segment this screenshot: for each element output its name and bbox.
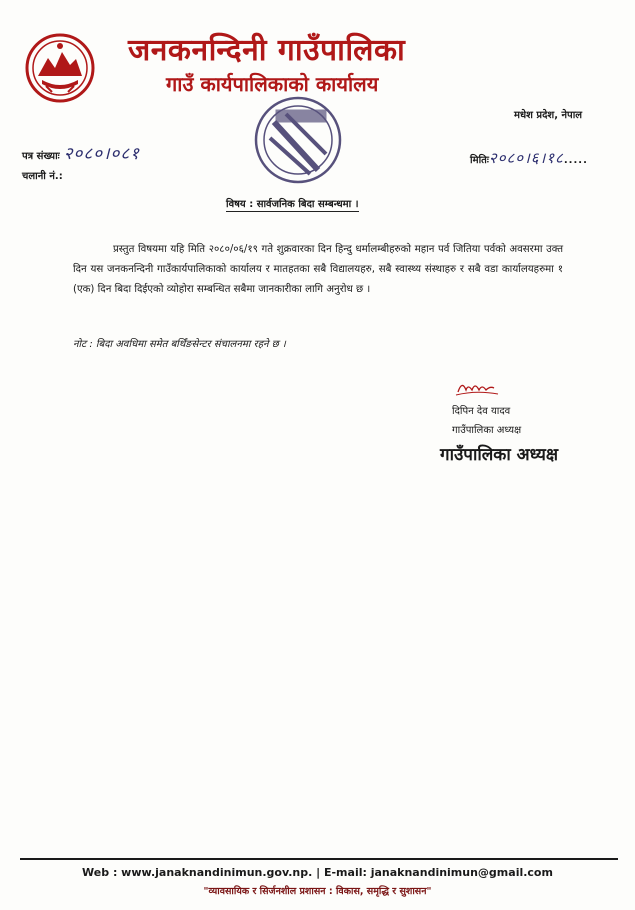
municipality-title: जनकनन्दिनी गाउँपालिका xyxy=(128,33,406,68)
letter-subject: विषय : सार्वजनिक बिदा सम्बन्धमा । xyxy=(226,196,359,212)
letter-body: प्रस्तुत विषयमा यहि मिति २०८०/०६/१९ गते शुक्रवारका दिन हिन्दु धर्मालम्बीहरुको महान पर्व जितिया पर्वको अवसरमा उक्त दिन यस जनकनन्दिनी गाउँकार्यपालिकाको कार्यालय र मातहतका सबै विद्यालयहरु, सबै स्वास्थ्य संस्थाहरु र सबै वडा कार्यालयहरुमा १ (एक) दिन बिदा दिईएको व्योहोरा सम्बन्धित सबैमा जानकारीका लागि अनुरोध छ । xyxy=(73,244,563,295)
footer-divider xyxy=(20,858,618,860)
letter-note: नोट : बिदा अवधिमा समेत बर्थिंङसेन्टर संचालनमा रहने छ । xyxy=(73,339,286,350)
ref-value-handwritten: २०८०।०८१ xyxy=(63,144,141,164)
signatory-post-stamp: गाउँपालिका अध्यक्ष xyxy=(440,445,559,465)
date-dots: ..... xyxy=(563,155,588,166)
letter-reference xyxy=(22,141,140,164)
date-label: मितिः xyxy=(470,155,489,166)
office-seal-stamp xyxy=(240,92,358,188)
footer-contact: Web : www.janaknandinimun.gov.np. | E-mail: janaknandinimun@gmail.com xyxy=(82,866,553,879)
date-value-handwritten: २०८०।६।१८ xyxy=(488,149,564,167)
province-label: मधेश प्रदेश, नेपाल xyxy=(514,110,583,121)
ref-label: पत्र संख्याः xyxy=(22,151,60,162)
nepal-government-emblem-icon xyxy=(24,32,96,104)
handwritten-signature xyxy=(452,378,502,398)
dispatch-number-label: चलानी नं.: xyxy=(22,171,63,182)
office-subtitle: गाउँ कार्यपालिकाको कार्यालय xyxy=(166,72,379,96)
signatory-name: दिपिन देव यादव xyxy=(452,406,511,417)
footer-slogan: "व्यावसायिक र सिर्जनशील प्रशासन : विकास, समृद्धि र सुशासन" xyxy=(203,886,432,897)
signatory-post: गाउँपालिका अध्यक्ष xyxy=(452,425,522,436)
letter-date xyxy=(470,148,588,168)
